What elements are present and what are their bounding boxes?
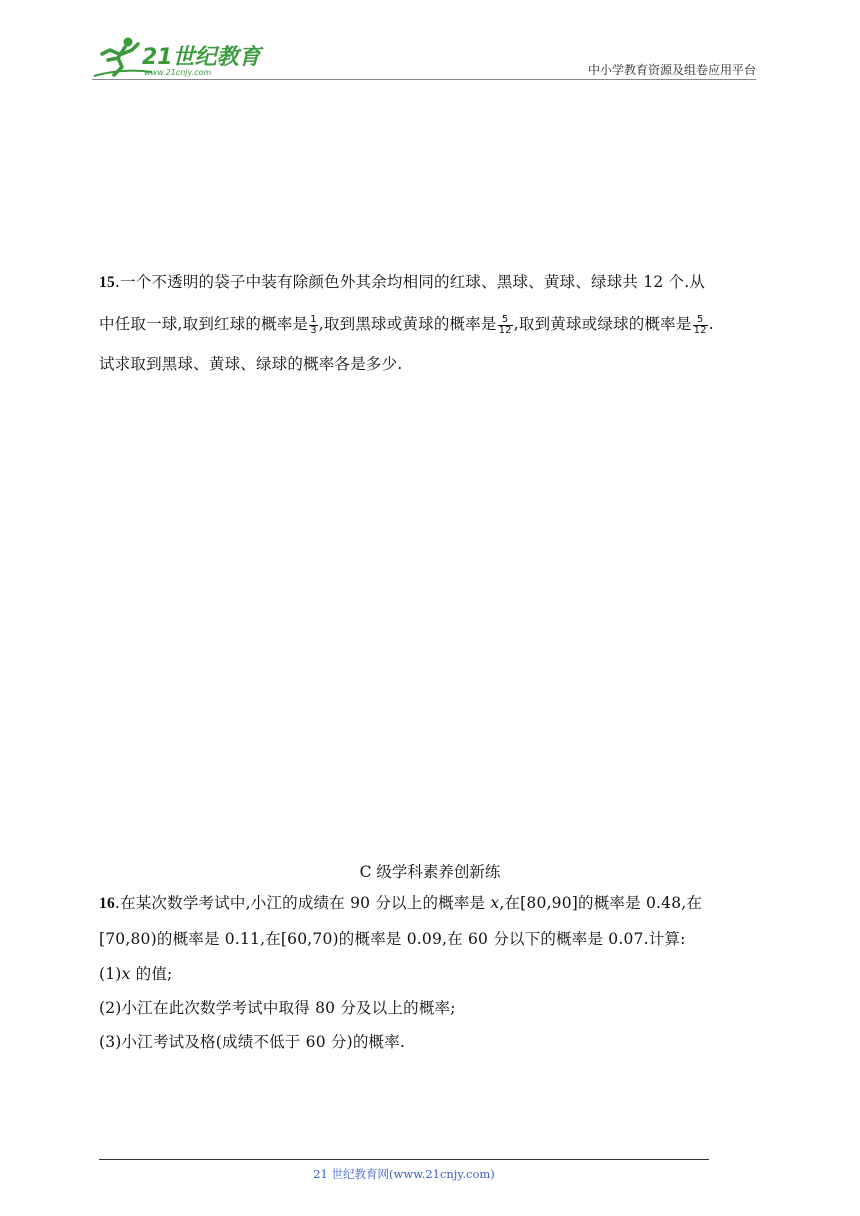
q16-line2: [70,80)的概率是 0.11,在[60,70)的概率是 0.09,在 60 分以下的概率是 0.07.计算: — [99, 930, 686, 948]
q15-line3: 试求取到黑球、黄球、绿球的概率各是多少. — [99, 355, 403, 373]
header-slogan: 中小学教育资源及组卷应用平台 — [587, 63, 756, 77]
svg-text:www.21cnjy.com: www.21cnjy.com — [144, 68, 212, 77]
fraction-one-third: $\frac{1}{3}$ — [310, 313, 317, 336]
footer-link[interactable]: 21 世纪教育网(www.21cnjy.com) — [313, 1167, 495, 1181]
q16-sub2: (2)小江在此次数学考试中取得 80 分及以上的概率; — [99, 999, 456, 1017]
site-logo — [92, 34, 272, 80]
footer-divider — [99, 1159, 709, 1160]
q15-line2: 中任取一球,取到红球的概率是 $\frac{1}{3}$ ,取到黑球或黄球的概率是 $\frac{5}{12}$ ,取到黄球或绿球的概率是 $\frac{5}{12}$ . — [99, 313, 714, 336]
svg-text:21世纪教育: 21世纪教育 — [142, 45, 261, 70]
q16-number: 16 — [99, 895, 115, 912]
fraction-five-twelfths: $\frac{5}{12}$ — [693, 313, 707, 336]
section-title: C 级学科素养创新练 — [359, 863, 501, 881]
q15-number: 15 — [99, 274, 115, 291]
fraction-five-twelfths: $\frac{5}{12}$ — [498, 313, 512, 336]
q16-sub1: (1)x 的值; — [99, 965, 173, 983]
q16-sub3: (3)小江考试及格(成绩不低于 60 分)的概率. — [99, 1033, 406, 1051]
q16-line1: 16.在某次数学考试中,小江的成绩在 90 分以上的概率是 x,在[80,90]的概率是 0.48,在 — [99, 894, 703, 912]
header-divider — [92, 79, 756, 80]
q15-line1: 15.一个不透明的袋子中装有除颜色外其余均相同的红球、黑球、黄球、绿球共 12 个.从 — [99, 273, 706, 291]
